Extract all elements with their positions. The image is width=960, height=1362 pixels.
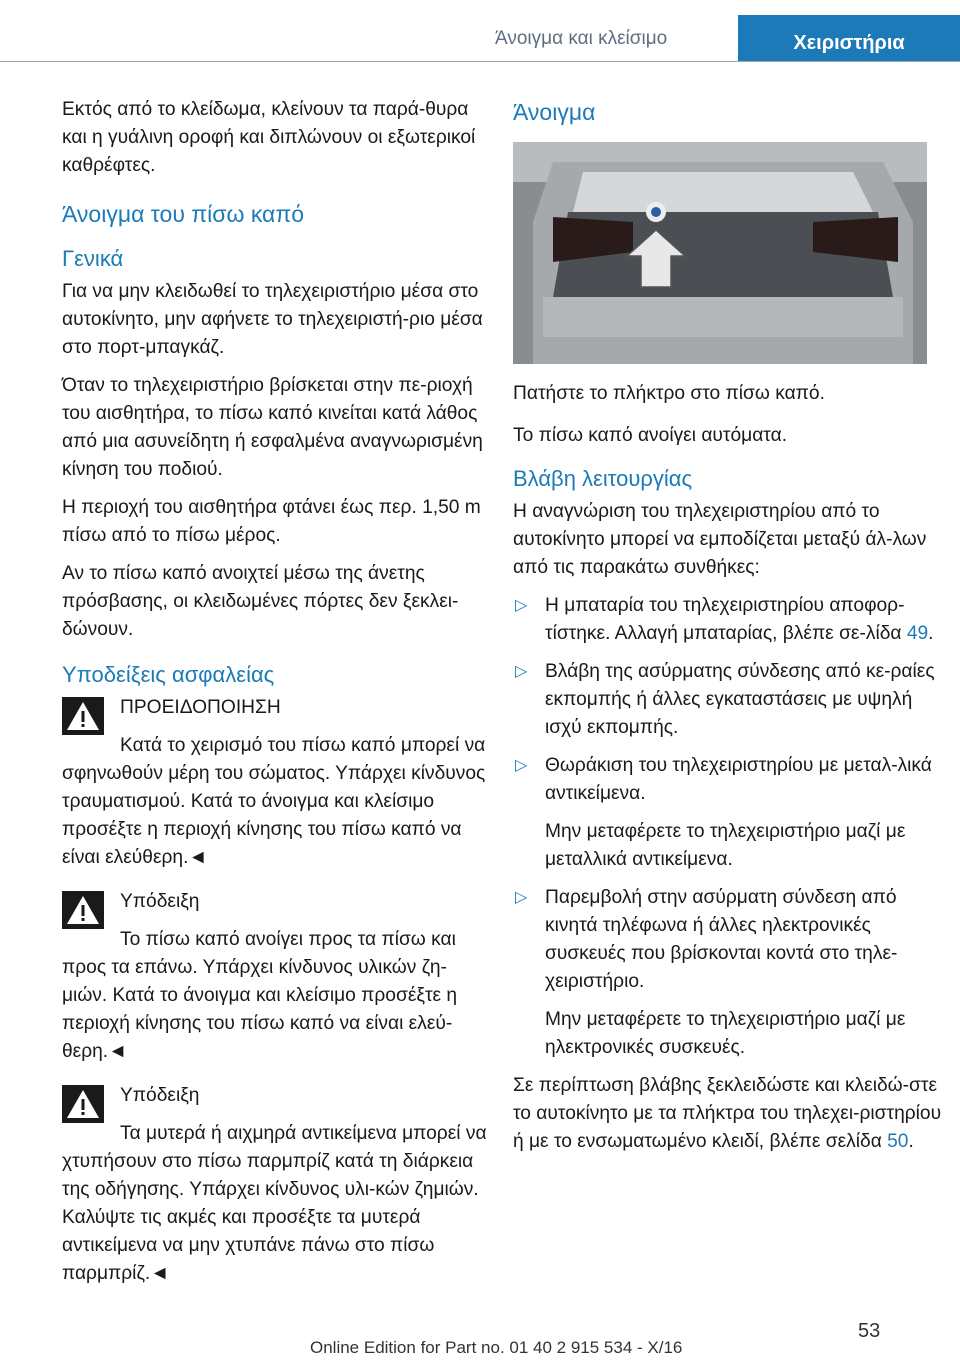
heading-safety: Υποδείξεις ασφαλείας [62, 662, 275, 687]
list-item-text: Θωράκιση του τηλεχειριστηρίου με μεταλ-λικά αντικείμενα. [545, 755, 932, 804]
general-paragraph-3: Η περιοχή του αισθητήρα φτάνει έως περ. 1,50 m πίσω από το πίσω μέρος. [62, 497, 481, 546]
warning-block [62, 694, 492, 872]
tailgate-photo [513, 142, 927, 364]
closing-punct: . [908, 1131, 914, 1152]
malfunction-intro: Η αναγνώριση του τηλεχειριστηρίου από το αυτοκίνητο μπορεί να εμποδίζεται μεταξύ άλ-λων από τις παρακάτω συνθήκες: [513, 501, 927, 578]
list-item [513, 592, 943, 648]
triangle-right-icon: ▷ [515, 597, 528, 614]
step-opens-automatically: Το πίσω καπό ανοίγει αυτόματα. [513, 425, 788, 446]
list-item-text: Η μπαταρία του τηλεχειριστηρίου αποφορ-τίστηκε. Αλλαγή μπαταρίας, βλέπε σε-λίδα [545, 595, 907, 644]
page-link-50[interactable]: 50 [887, 1131, 909, 1152]
heading-opening: Άνοιγμα [513, 99, 596, 125]
step-press-button: Πατήστε το πλήκτρο στο πίσω καπό. [513, 383, 825, 404]
heading-general: Γενικά [62, 246, 124, 271]
list-item-text: Παρεμβολή στην ασύρματη σύνδεση από κινητά τηλέφωνα ή άλλες ηλεκτρονικές συσκευές που βρίσκονται κοντά στο τηλε-χειριστήριο. [545, 887, 898, 992]
heading-tailgate-opening: Άνοιγμα του πίσω καπό [62, 201, 304, 227]
list-item-subtext: Μην μεταφέρετε το τηλεχειριστήριο μαζί με ηλεκτρονικές συσκευές. [545, 1009, 906, 1058]
list-item-subtext: Μην μεταφέρετε το τηλεχειριστήριο μαζί με μεταλλικά αντικείμενα. [545, 821, 906, 870]
note-block-2 [62, 1082, 492, 1288]
note-2-title: Υπόδειξη [120, 1085, 200, 1106]
closing-paragraph [513, 1072, 943, 1156]
warning-triangle-icon [62, 697, 104, 735]
tailgate-illustration [513, 142, 927, 364]
note-block-1 [62, 888, 492, 1066]
list-item [513, 658, 943, 742]
list-item-text: Βλάβη της ασύρματης σύνδεσης από κε-ραίες εκπομπής ή άλλες εγκαταστάσεις με υψηλή ισχύ εκπομπής. [545, 661, 935, 738]
list-item [513, 884, 943, 1062]
section-title: Άνοιγμα και κλείσιμο [495, 28, 668, 49]
list-item [513, 752, 943, 874]
triangle-right-icon: ▷ [515, 889, 528, 906]
warning-text: Κατά το χειρισμό του πίσω καπό μπορεί να σφηνωθούν μέρη του σώματος. Υπάρχει κίνδυνος τραυματισμού. Κατά το άνοιγμα και κλείσιμο προσέξτε η περιοχή κίνησης του πίσω καπό να είναι ελεύθερη.◄ [62, 735, 486, 868]
edition-footer: Online Edition for Part no. 01 40 2 915 534 - X/16 [310, 1338, 683, 1357]
note-1-title: Υπόδειξη [120, 891, 200, 912]
general-paragraph-1: Για να μην κλειδωθεί το τηλεχειριστήριο μέσα στο αυτοκίνητο, μην αφήνετε το τηλεχειριστή-ριο μέσα στο πορτ-μπαγκάζ. [62, 281, 483, 358]
left-column [62, 96, 492, 1298]
warning-title: ΠΡΟΕΙΔΟΠΟΙΗΣΗ [120, 697, 281, 718]
general-paragraph-4: Αν το πίσω καπό ανοιχτεί μέσω της άνετης πρόσβασης, οι κλειδωμένες πόρτες δεν ξεκλει-δώνουν. [62, 563, 459, 640]
note-1-text: Το πίσω καπό ανοίγει προς τα πίσω και προς τα επάνω. Υπάρχει κίνδυνος υλικών ζη-μιών. Κατά το άνοιγμα και κλείσιμο προσέξτε η περιοχή κίνησης του πίσω καπό να είναι ελεύ-θερη.◄ [62, 929, 458, 1062]
right-column [513, 96, 943, 1166]
note-2-text: Τα μυτερά ή αιχμηρά αντικείμενα μπορεί να χτυπήσουν στο πίσω παρμπρίζ κατά τη διάρκεια της οδήγησης. Υπάρχει κίνδυνος υλι-κών ζημιών. Καλύψτε τις ακμές και προσέξτε τα μυτερά αντικείμενα να μην χτυπάνε πάνω στο πίσω παρμπρίζ.◄ [62, 1123, 487, 1284]
page-header [0, 0, 960, 62]
list-item-punct: . [928, 623, 934, 644]
triangle-right-icon: ▷ [515, 663, 528, 680]
heading-malfunction: Βλάβη λειτουργίας [513, 466, 693, 491]
chapter-tab: Χειριστήρια [738, 15, 960, 62]
intro-text: Εκτός από το κλείδωμα, κλείνουν τα παρά-θυρα και η γυάλινη οροφή και διπλώνουν οι εξωτερικοί καθρέφτες. [62, 99, 476, 176]
triangle-right-icon: ▷ [515, 757, 528, 774]
malfunction-list [513, 592, 943, 1062]
closing-text: Σε περίπτωση βλάβης ξεκλειδώστε και κλειδώ-στε το αυτοκίνητο με τα πλήκτρα του τηλεχει-ριστηρίου ή με το ενσωματωμένο κλειδί, βλέπε σελίδα [513, 1075, 942, 1152]
warning-triangle-icon [62, 891, 104, 929]
warning-triangle-icon [62, 1085, 104, 1123]
general-paragraph-2: Όταν το τηλεχειριστήριο βρίσκεται στην πε-ριοχή του αισθητήρα, το πίσω καπό κινείται κατά λάθος από μια ασυνείδητη ή εσφαλμένα αναγνωρισμένη κίνηση του ποδιού. [62, 375, 483, 480]
page-number: 53 [858, 1320, 881, 1342]
page-link-49[interactable]: 49 [906, 623, 929, 644]
header-rule [0, 61, 960, 62]
